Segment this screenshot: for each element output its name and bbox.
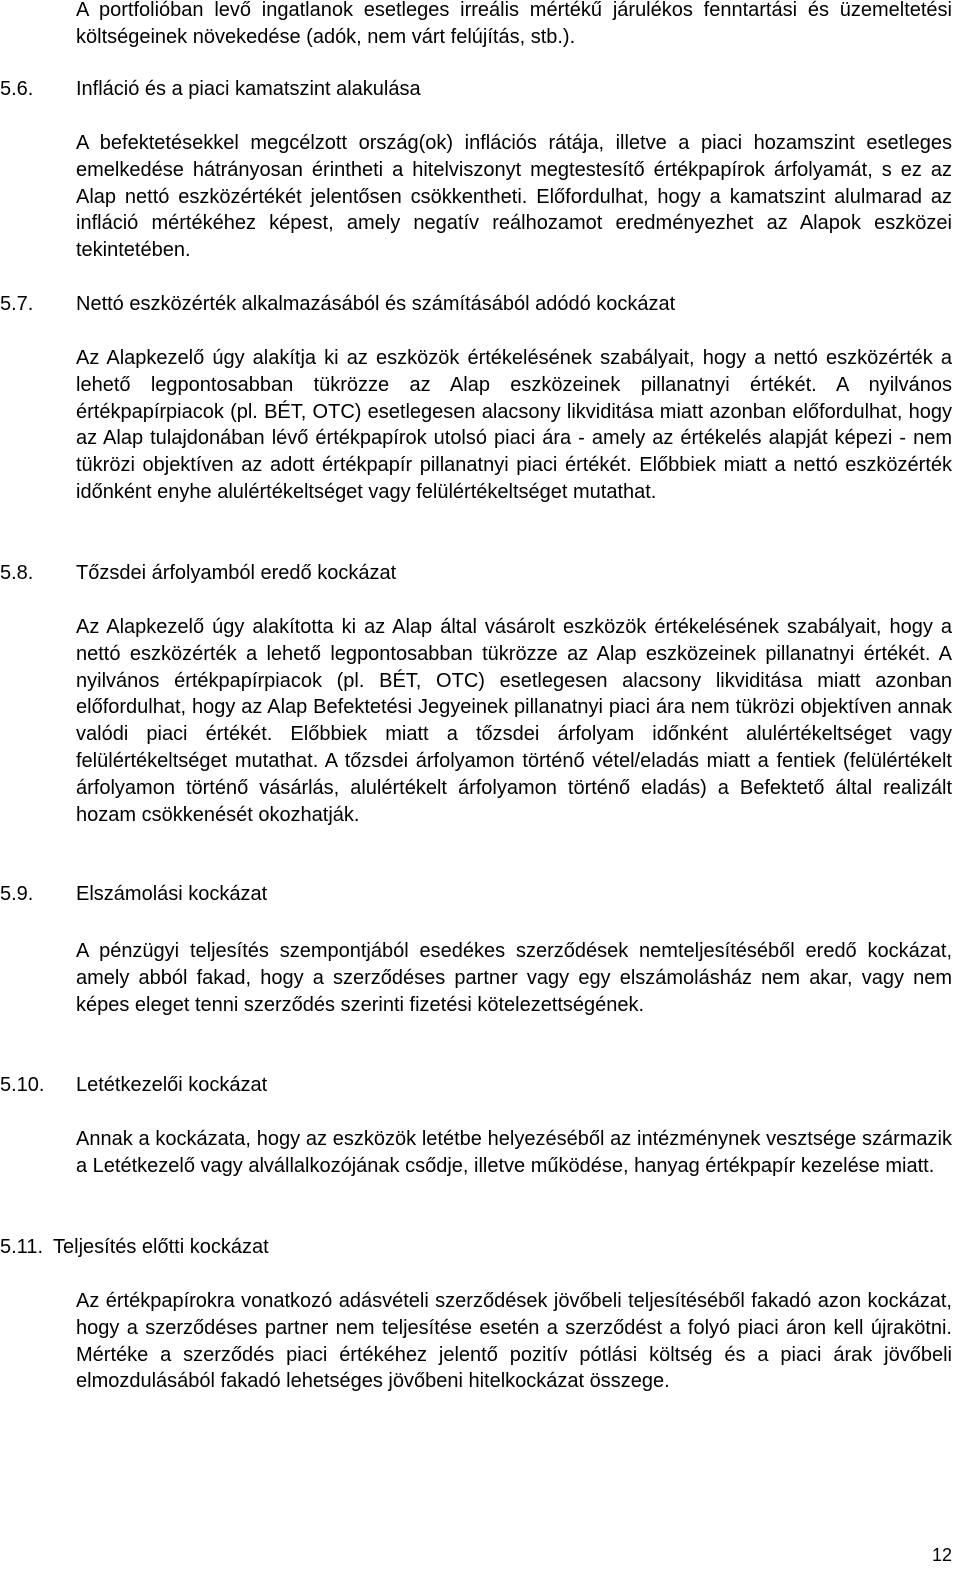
section-title: Tőzsdei árfolyamból eredő kockázat <box>76 562 397 584</box>
section-title: Infláció és a piaci kamatszint alakulása <box>76 78 421 100</box>
section-paragraph-5-10: Annak a kockázata, hogy az eszközök letétbe helyezéséből az intézménynek vesztsége származik a Letétkezelő vagy alvállalkozójának csődje, illetve működése, hanyag értékpapír kezelése miatt. <box>76 1128 952 1177</box>
section-heading-5-9 <box>0 881 960 908</box>
section-number: 5.10. <box>0 1074 45 1096</box>
page-number: 12 <box>931 1545 952 1566</box>
section-paragraph-5-11: Az értékpapírokra vonatkozó adásvételi szerződések jövőbeli teljesítéséből fakadó azon kockázat, hogy a szerződéses partner nem teljesítése esetén a szerződést a folyó piaci áron kell újrakötni. Mértéke a szerződés piaci értékéhez jelentő pozitív pótlási költség és a piaci árak jövőbeli elmozdulásából fakadó lehetséges jövőbeni hitelkockázat összege. <box>76 1290 952 1393</box>
section-heading-5-6 <box>0 76 960 103</box>
section-paragraph-5-7: Az Alapkezelő úgy alakítja ki az eszközök értékelésének szabályait, hogy a nettó eszközérték a lehető legpontosabban tükrözze az Alap eszközeinek pillanatnyi értékét. A nyilvános értékpapírpiacok (pl. BÉT, OTC) esetlegesen alacsony likviditása miatt azonban előfordulhat, hogy az Alap tulajdonában lévő értékpapírok utolsó piaci ára - amely az értékelés alapját képezi - nem tükrözi objektíven az adott értékpapír pillanatnyi piaci értékét. Előbbiek miatt a nettó eszközérték időnként enyhe alulértékeltséget vagy felülértékeltséget mutathat. <box>76 347 952 503</box>
section-title: Nettó eszközérték alkalmazásából és számításából adódó kockázat <box>76 293 676 315</box>
section-number: 5.9. <box>0 883 34 905</box>
section-number: 5.7. <box>0 293 34 315</box>
section-paragraph-5-9: A pénzügyi teljesítés szempontjából esedékes szerződések nemteljesítéséből eredő kockázat, amely abból fakad, hogy a szerződéses partner vagy egy elszámolásház nem akar, vagy nem képes eleget tenni szerződés szerinti fizetési kötelezettségének. <box>76 940 952 1016</box>
intro-paragraph: A portfolióban levő ingatlanok esetleges irreális mértékű járulékos fenntartási és üzemeltetési költségeinek növekedése (adók, nem várt felújítás, stb.). <box>76 0 952 48</box>
section-paragraph-5-6: A befektetésekkel megcélzott ország(ok) inflációs rátája, illetve a piaci hozamszint esetleges emelkedése hátrányosan érintheti a hitelviszonyt megtestesítő értékpapírok árfolyamát, s ez az Alap nettó eszközértékét jelentősen csökkentheti. Előfordulhat, hogy a kamatszint alulmarad az infláció mértékéhez képest, amely negatív reálhozamot eredményezhet az Alapok eszközei tekintetében. <box>76 132 952 262</box>
section-number: 5.11. <box>0 1236 43 1258</box>
section-heading-5-11 <box>0 1234 960 1261</box>
section-number: 5.8. <box>0 562 34 584</box>
section-heading-5-7 <box>0 291 960 318</box>
section-paragraph-5-8: Az Alapkezelő úgy alakította ki az Alap által vásárolt eszközök értékelésének szabályait, hogy a nettó eszközérték a lehető legpontosabban tükrözze az Alap eszközeinek pillanatnyi értékét. A nyilvános értékpapírpiacok (pl. BÉT, OTC) esetlegesen alacsony likviditása miatt azonban előfordulhat, hogy az Alap Befektetési Jegyeinek pillanatnyi piaci ára nem tükrözi objektíven annak valódi piaci értékét. Előbbiek miatt a tőzsdei árfolyam időnként alulértékeltséget vagy felülértékeltséget mutathat. A tőzsdei árfolyamon történő vétel/eladás miatt a fentiek (felülértékelt árfolyamon történő vásárlás, alulértékelt árfolyamon történő eladás) a Befektető által realizált hozam csökkenését okozhatják. <box>76 616 952 826</box>
section-number: 5.6. <box>0 78 34 100</box>
section-heading-5-10 <box>0 1072 960 1099</box>
section-heading-5-8 <box>0 560 960 587</box>
section-title: Elszámolási kockázat <box>76 883 268 905</box>
section-title: Teljesítés előtti kockázat <box>53 1236 269 1258</box>
section-title: Letétkezelői kockázat <box>76 1074 268 1096</box>
